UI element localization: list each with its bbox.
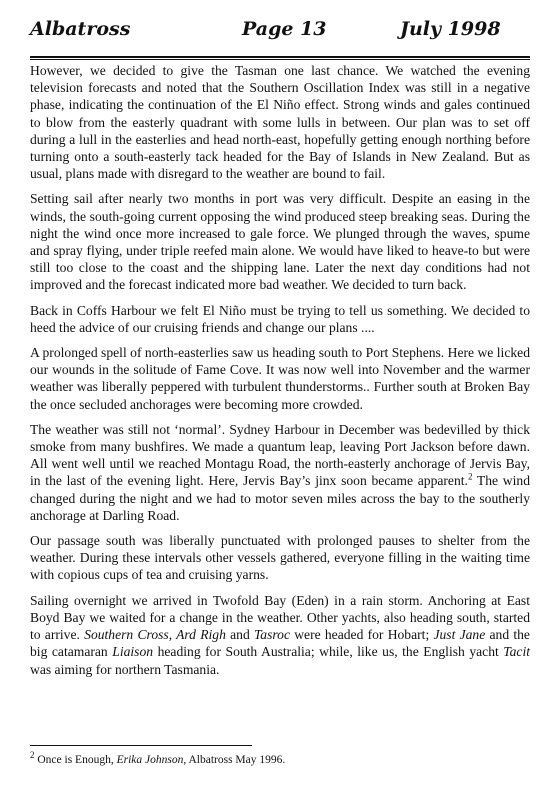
yacht-name: Southern Cross, Ard Righ	[84, 627, 226, 643]
article-body	[30, 62, 530, 686]
footnote-number: 2	[30, 750, 35, 761]
header-rule-thin	[30, 59, 530, 60]
paragraph-text: and	[225, 627, 254, 643]
footnote-text: Once is Enough,	[34, 754, 117, 766]
paragraph-text: The wind changed during the night and we had to motor seven miles across the bay to the southerly anchorage at Darling Road.	[30, 473, 530, 523]
paragraph-text: The weather was still not ‘normal’. Sydney Harbour in December was bedevilled by thick smoke from many bushfires. We made a quantum leap, leaving Port Jackson before dawn. All went well until we reached Montagu Road, the north-easterly anchorage of Jervis Bay, in the last of the evening light. Here, Jervis Bay’s jinx soon became apparent.	[30, 421, 530, 489]
paragraph-coffs-harbour: Back in Coffs Harbour we felt El Niño must be trying to tell us something. We decided to heed the advice of our cruising friends and change our plans ....	[30, 302, 530, 335]
paragraph-text: heading for South Australia; while, like us, the English yacht	[153, 644, 504, 660]
paragraph-setting-sail: Setting sail after nearly two months in port was very difficult. Despite an easing in the winds, the south-going current opposing the wind produced steep breaking seas. During the night the wind once more increased to gale force. We plunged through the waves, spume and spray flying, under triple reefed main alone. We would have liked to heave-to but were still too close to the coast and the shipping lane. Later the next day conditions had not improved and the forecast indicated more bad weather. We decided to turn back.	[30, 191, 530, 293]
yacht-name: Tacit	[503, 644, 530, 660]
footnote-reference: 2	[467, 471, 473, 482]
paragraph-passage-south: Our passage south was liberally punctuated with prolonged pauses to shelter from the weather. During these intervals other vessels gathered, everyone filling in the waiting time with copious cups of tea and cruising yarns.	[30, 533, 530, 583]
yacht-name: Tasroc	[253, 627, 290, 643]
header-issue-date: July 1998	[400, 18, 501, 40]
footnote	[30, 750, 530, 767]
paragraph-text: Sailing overnight we arrived in Twofold Bay (Eden) in a rain storm. Anchoring at East Boyd Bay we waited for a change in the weather. Other yachts, also heading south, started to arrive.	[30, 592, 530, 643]
paragraph-text: was aiming for northern Tasmania.	[30, 661, 220, 677]
footnote-divider	[30, 745, 252, 746]
paragraph-sydney-harbour	[30, 421, 530, 524]
yacht-name: Liaison	[112, 644, 154, 660]
header-rule-thick	[30, 56, 530, 58]
yacht-name: Just Jane	[433, 627, 486, 643]
paragraph-twofold-bay	[30, 592, 530, 678]
paragraph-text: were headed for Hobart;	[290, 627, 434, 643]
footnote-author: Erika Johnson	[116, 754, 184, 766]
paragraph-tasman-attempt: However, we decided to give the Tasman one last chance. We watched the evening television forecasts and noted that the Southern Oscillation Index was still in a negative phase, indicating the continuation of the El Niño effect. Strong winds and gales continued to blow from the easterly quadrant with some lulls in between. Our plan was to set off during a lull in the easterlies and head north-east, hopefully getting enough northing before turning onto a south-easterly tack headed for the Bay of Islands in New Zealand. But as usual, plans made with disregard to the weather are bound to fail.	[30, 63, 530, 182]
header-page-number: Page 13	[242, 18, 327, 40]
paragraph-north-easterlies: A prolonged spell of north-easterlies saw us heading south to Port Stephens. Here we licked our wounds in the solitude of Fame Cove. It was now well into November and the warmer weather was liberally peppered with turbulent thunderstorms.. Further south at Broken Bay the once secluded anchorages were becoming more crowded.	[30, 345, 530, 412]
page-header	[30, 18, 530, 48]
header-publication-title: Albatross	[30, 18, 131, 40]
footnote-text: , Albatross May 1996.	[183, 754, 286, 766]
paragraph-text: and the big catamaran	[30, 627, 530, 660]
